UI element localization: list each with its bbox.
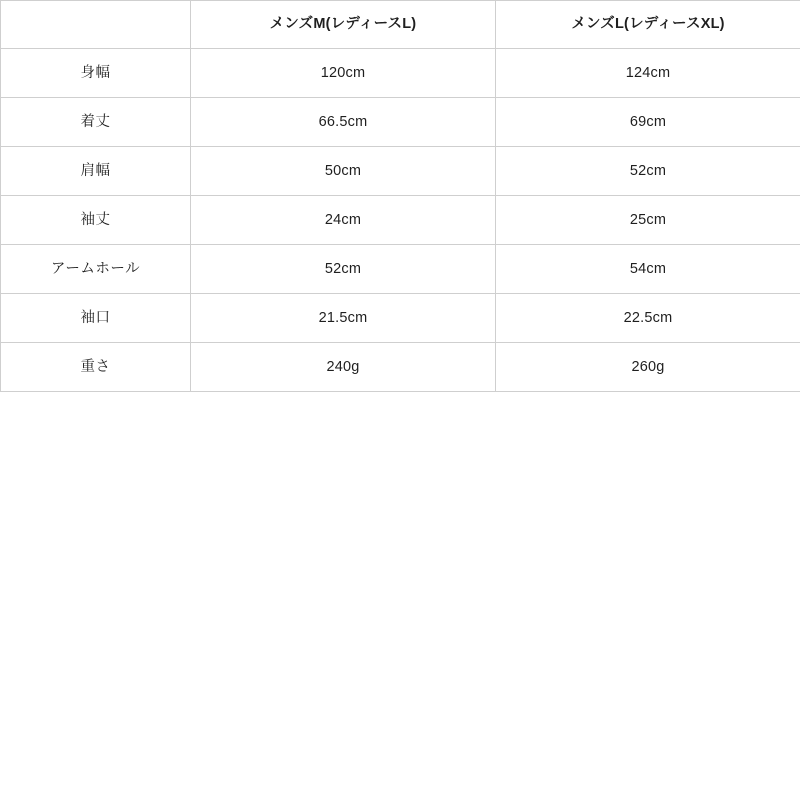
table-row <box>1 245 800 294</box>
size-chart-table <box>0 0 800 392</box>
cell-sleevelength-m: 24cm <box>191 196 496 245</box>
row-label-length: 着丈 <box>1 98 191 147</box>
row-label-armhole: アームホール <box>1 245 191 294</box>
table-row <box>1 294 800 343</box>
cell-armhole-m: 52cm <box>191 245 496 294</box>
cell-bodywidth-m: 120cm <box>191 49 496 98</box>
cell-shoulderwidth-l: 52cm <box>496 147 800 196</box>
cell-length-l: 69cm <box>496 98 800 147</box>
cell-shoulderwidth-m: 50cm <box>191 147 496 196</box>
cell-armhole-l: 54cm <box>496 245 800 294</box>
cell-weight-m: 240g <box>191 343 496 392</box>
cell-cuff-l: 22.5cm <box>496 294 800 343</box>
table-corner-cell <box>1 1 191 49</box>
cell-bodywidth-l: 124cm <box>496 49 800 98</box>
cell-sleevelength-l: 25cm <box>496 196 800 245</box>
row-label-weight: 重さ <box>1 343 191 392</box>
column-header-mens-m: メンズM(レディースL) <box>191 1 496 49</box>
row-label-cuff: 袖口 <box>1 294 191 343</box>
table-row <box>1 147 800 196</box>
cell-cuff-m: 21.5cm <box>191 294 496 343</box>
row-label-bodywidth: 身幅 <box>1 49 191 98</box>
cell-length-m: 66.5cm <box>191 98 496 147</box>
row-label-sleevelength: 袖丈 <box>1 196 191 245</box>
table-header-row <box>1 1 800 49</box>
cell-weight-l: 260g <box>496 343 800 392</box>
column-header-mens-l: メンズL(レディースXL) <box>496 1 800 49</box>
table-row <box>1 343 800 392</box>
table-row <box>1 49 800 98</box>
table-row <box>1 196 800 245</box>
row-label-shoulderwidth: 肩幅 <box>1 147 191 196</box>
table-row <box>1 98 800 147</box>
